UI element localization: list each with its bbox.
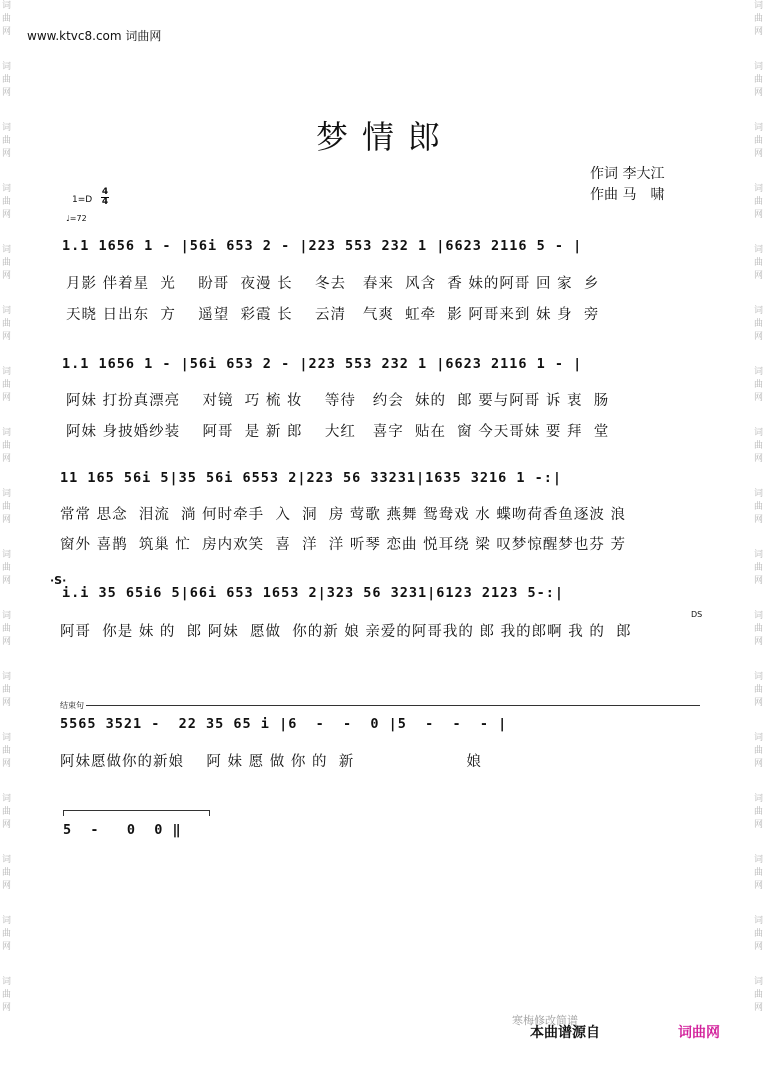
lyric-line-2b: 阿妹 身披婚纱装 阿哥 是 新 郎 大红 喜字 贴在 窗 今天哥妹 要 拜 堂 [66,424,610,440]
notation-line-3: 11 165 56i 5|35 56i 6553 2|223 56 33231|1635 3216 1 -:| [60,470,563,486]
side-watermark-block: 词 曲 网 [754,306,764,342]
side-watermark-block: 词 曲 网 [2,611,12,647]
lyric-line-4: 阿哥 你是 妹 的 郎 阿妹 愿做 你的新 娘 亲爱的阿哥我的 郎 我的郎啊 我 的 郎 [60,624,632,640]
time-signature-bottom: 4 [101,197,109,207]
side-watermark-block: 词 曲 网 [2,123,12,159]
notation-line-5: 5565 3521 - 22 35 65 i |6 - - 0 |5 - - - | [60,716,508,732]
side-watermark-block: 词 曲 网 [2,1,12,37]
side-watermark-block: 词 曲 网 [754,977,764,1013]
side-watermark-block: 词 曲 网 [2,977,12,1013]
right-side-watermark [754,0,768,1069]
side-watermark-block: 词 曲 网 [2,550,12,586]
lyric-line-2a: 阿妹 打扮真漂亮 对镜 巧 梳 妆 等待 约会 妹的 郎 要与阿哥 诉 衷 肠 [66,393,610,409]
notation-line-6: 5 - 0 0 ‖ [63,822,182,838]
notation-line-4: i.i 35 65i6 5|66i 653 1653 2|323 56 3231|6123 2123 5-:| [62,585,565,601]
side-watermark-block: 词 曲 网 [754,1,764,37]
footer-site-link[interactable]: 词曲网 [678,1025,720,1041]
side-watermark-block: 词 曲 网 [2,62,12,98]
side-watermark-block: 词 曲 网 [754,855,764,891]
side-watermark-block: 词 曲 网 [754,62,764,98]
song-title: 梦情郎 [315,118,454,156]
lyric-line-1a: 月影 伴着星 光 盼哥 夜漫 长 冬去 春来 风含 香 妹的阿哥 回 家 乡 [66,276,600,292]
side-watermark-block: 词 曲 网 [2,245,12,281]
side-watermark-block: 词 曲 网 [2,184,12,220]
composer-credit: 作曲 马 啸 [590,187,665,203]
lyric-line-1b: 天晓 日出东 方 遥望 彩霞 长 云清 气爽 虹牵 影 阿哥来到 妹 身 旁 [66,307,600,323]
side-watermark-block: 词 曲 网 [754,123,764,159]
final-bracket-left [63,810,64,816]
final-bracket-right [209,810,210,816]
ending-bracket [60,705,700,706]
side-watermark-block: 词 曲 网 [2,794,12,830]
side-watermark-block: 词 曲 网 [754,184,764,220]
side-watermark-block: 词 曲 网 [754,672,764,708]
side-watermark-block: 词 曲 网 [754,245,764,281]
notation-line-1: 1.1 1656 1 - |56i 653 2 - |223 553 232 1 |6623 2116 5 - | [62,238,583,254]
time-signature [101,188,109,207]
lyric-line-3a: 常常 思念 泪流 淌 何时牵手 入 洞 房 莺歌 燕舞 鸳鸯戏 水 蝶吻荷香鱼逐波 浪 [60,507,626,523]
left-side-watermark [2,0,16,1069]
time-signature-top: 4 [101,187,109,197]
site-header[interactable]: www.ktvc8.com 词曲网 [27,29,162,43]
side-watermark-block: 词 曲 网 [2,306,12,342]
side-watermark-block: 词 曲 网 [2,916,12,952]
side-watermark-block: 词 曲 网 [2,672,12,708]
lyricist-credit: 作词 李大江 [590,166,665,182]
side-watermark-block: 词 曲 网 [754,611,764,647]
lyric-line-3b: 窗外 喜鹊 筑巢 忙 房内欢笑 喜 洋 洋 听琴 恋曲 悦耳绕 梁 叹梦惊醒梦也芬 芳 [60,537,626,553]
side-watermark-block: 词 曲 网 [754,367,764,403]
lyric-line-5: 阿妹愿做你的新娘 阿 妹 愿 做 你 的 新 娘 [60,754,482,770]
side-watermark-block: 词 曲 网 [754,428,764,464]
footer-source-text: 本曲谱源自 [530,1025,600,1041]
final-bracket [63,810,210,811]
side-watermark-block: 词 曲 网 [2,855,12,891]
side-watermark-block: 词 曲 网 [754,550,764,586]
footer-faint-text: 寒梅修改简谱 [512,1014,578,1027]
quarter-note-icon: ♩ [66,214,70,223]
ds-mark: DS [691,610,703,619]
side-watermark-block: 词 曲 网 [2,489,12,525]
side-watermark-block: 词 曲 网 [754,489,764,525]
side-watermark-block: 词 曲 网 [2,428,12,464]
key-signature: 1=D [72,195,93,205]
side-watermark-block: 词 曲 网 [2,367,12,403]
side-watermark-block: 词 曲 网 [2,733,12,769]
notation-line-2: 1.1 1656 1 - |56i 653 2 - |223 553 232 1 |6623 2116 1 - | [62,356,583,372]
ending-label: 结束句 [60,701,84,710]
tempo-marking [66,214,87,223]
side-watermark-block: 词 曲 网 [754,794,764,830]
side-watermark-block: 词 曲 网 [754,733,764,769]
side-watermark-block: 词 曲 网 [754,916,764,952]
tempo-value: =72 [69,214,87,223]
segno-mark: ·S· [50,574,67,587]
